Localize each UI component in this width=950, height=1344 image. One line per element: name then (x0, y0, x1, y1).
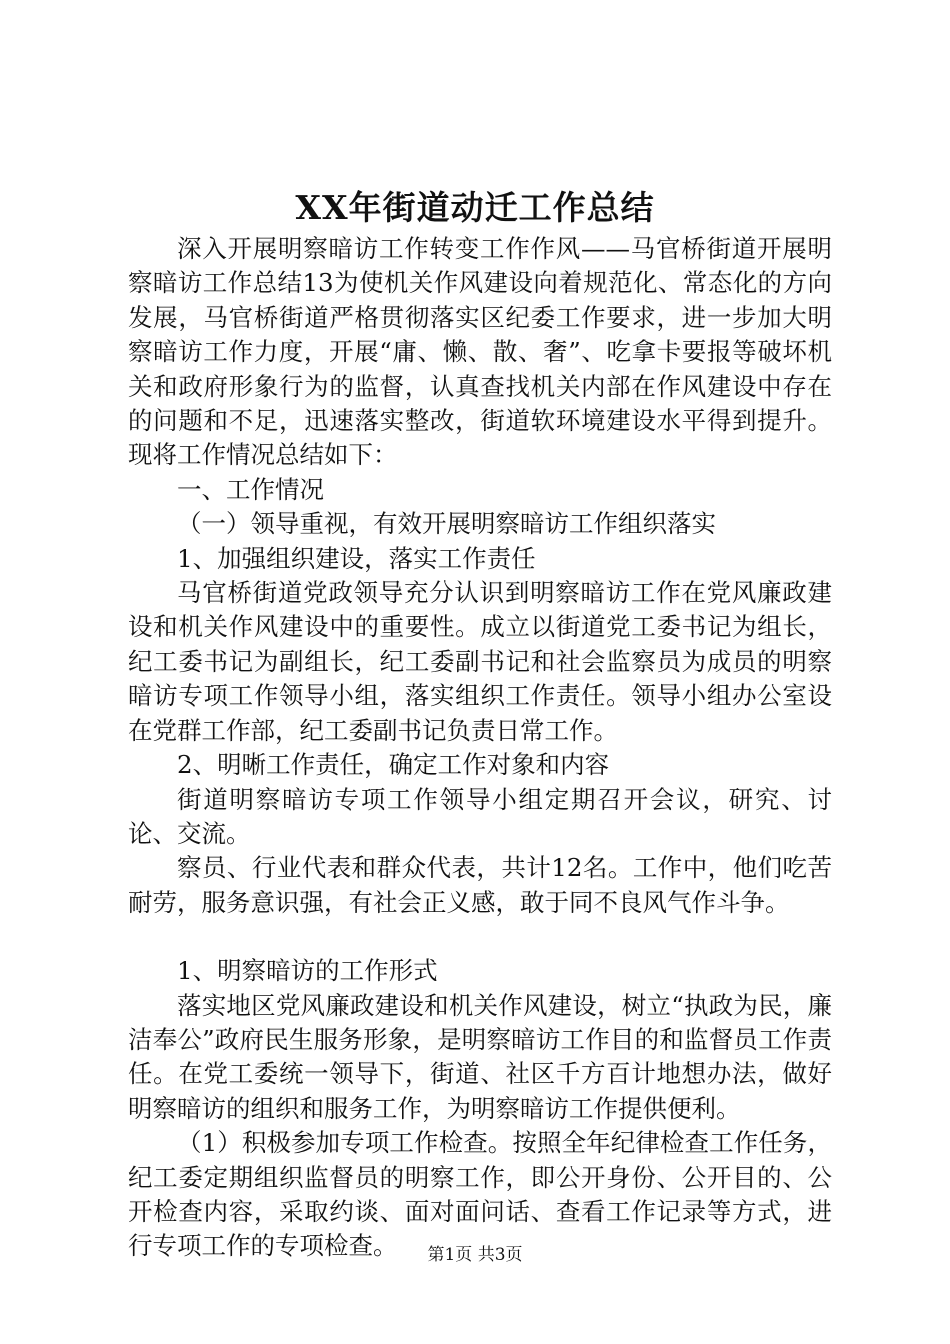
paragraph-organization: 马官桥街道党政领导充分认识到明察暗访工作在党风廉政建设和机关作风建设中的重要性。成立以街道党工委书记为组长，纪工委书记为副组长，纪工委副书记和社会监察员为成员的明察暗访专项工作领导小组，落实组织工作责任。领导小组办公室设在党群工作部，纪工委副书记负责日常工作。 (128, 578, 832, 745)
document-body (128, 232, 832, 1264)
item-heading-organization: 1、加强组织建设，落实工作责任 (177, 543, 536, 573)
item-heading-work-form: 1、明察暗访的工作形式 (177, 956, 438, 986)
section-heading-work-status: 一、工作情况 (177, 474, 324, 504)
paragraph-intro: 深入开展明察暗访工作转变工作作风——马官桥街道开展明察暗访工作总结13为使机关作风建设向着规范化、常态化的方向发展，马官桥街道严格贯彻落实区纪委工作要求，进一步加大明察暗访工作力度，开展“庸、懒、散、奢”、吃拿卡要报等破坏机关和政府形象行为的监督，认真查找机关内部在作风建设中存在的问题和不足，迅速落实整改，街道软环境建设水平得到提升。现将工作情况总结如下： (128, 234, 832, 470)
paragraph-members: 察员、行业代表和群众代表，共计12名。工作中，他们吃苦耐劳，服务意识强，有社会正义感，敢于同不良风气作斗争。 (128, 853, 832, 917)
item-heading-responsibility: 2、明晰工作责任，确定工作对象和内容 (177, 750, 610, 780)
paragraph-special-inspection: （1）积极参加专项工作检查。按照全年纪律检查工作任务，纪工委定期组织监督员的明察工作，即公开身份、公开目的、公开检查内容，采取约谈、面对面问话、查看工作记录等方式，进行专项工作的专项检查。 (128, 1128, 832, 1261)
page-footer: 第1页 共3页 (427, 1245, 523, 1265)
paragraph-meetings: 街道明察暗访专项工作领导小组定期召开会议，研究、讨论、交流。 (128, 784, 832, 848)
subsection-heading-leadership: （一）领导重视，有效开展明察暗访工作组织落实 (177, 509, 716, 539)
document-title: XX年街道动迁工作总结 (295, 188, 655, 227)
blank-line (128, 920, 832, 954)
paragraph-work-form: 落实地区党风廉政建设和机关作风建设，树立“执政为民，廉洁奉公”政府民生服务形象，是明察暗访工作目的和监督员工作责任。在党工委统一领导下，街道、社区千方百计地想办法，做好明察暗访的组织和服务工作，为明察暗访工作提供便利。 (128, 990, 832, 1123)
